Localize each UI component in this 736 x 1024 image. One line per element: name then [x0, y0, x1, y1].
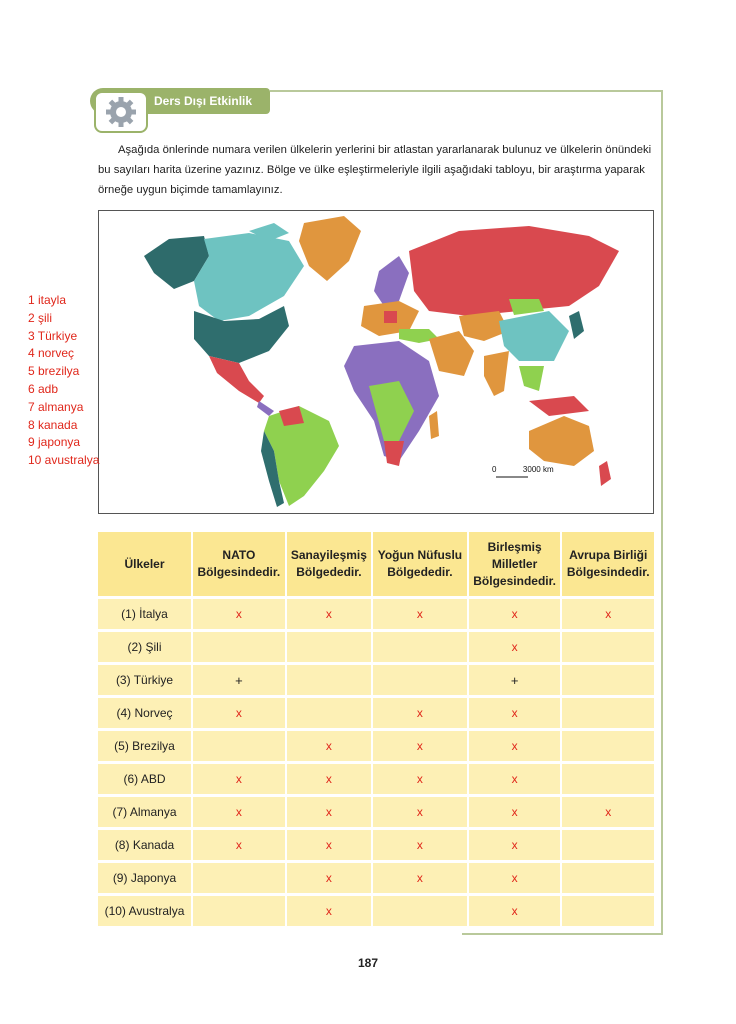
country-name: (8) Kanada: [98, 827, 193, 860]
mark-cell: [373, 893, 469, 926]
header-dense-population: Yoğun Nüfuslu Bölgededir.: [373, 532, 469, 596]
australia-shape: [529, 416, 594, 466]
mark-cell: [373, 596, 469, 629]
mark-cell: [193, 827, 287, 860]
country-name: (6) ABD: [98, 761, 193, 794]
frame-bottom-line: [462, 933, 663, 935]
x-mark: x: [416, 772, 423, 786]
activity-title: Ders Dışı Etkinlik: [154, 94, 253, 108]
note-item: 5 brezilya: [28, 364, 80, 379]
mark-cell: [193, 794, 287, 827]
mark-cell: [287, 695, 373, 728]
mark-cell: [469, 860, 563, 893]
x-mark: x: [511, 805, 518, 819]
mark-cell: [193, 695, 287, 728]
mark-cell: [373, 695, 469, 728]
mark-cell: [469, 629, 563, 662]
country-name: (2) Şili: [98, 629, 193, 662]
mark-cell: [287, 596, 373, 629]
x-mark: x: [605, 805, 612, 819]
mark-cell: [287, 728, 373, 761]
x-mark: x: [325, 871, 332, 885]
table-row: [98, 596, 654, 629]
mark-cell: [562, 794, 654, 827]
x-mark: x: [605, 607, 612, 621]
mark-cell: [469, 728, 563, 761]
x-mark: x: [416, 739, 423, 753]
mark-cell: [562, 695, 654, 728]
mark-cell: [562, 827, 654, 860]
mark-cell: [287, 629, 373, 662]
x-mark: x: [511, 706, 518, 720]
scale-start: 0: [492, 465, 497, 474]
note-item: 6 adb: [28, 381, 59, 396]
table-header-row: [98, 532, 654, 596]
mark-cell: [469, 761, 563, 794]
table-body: [98, 596, 654, 926]
mark-cell: [373, 827, 469, 860]
mark-cell: [373, 860, 469, 893]
mark-cell: [287, 761, 373, 794]
mark-cell: [287, 827, 373, 860]
central-america-shape: [257, 401, 274, 416]
country-region-table: [98, 532, 654, 926]
germany-shape: [384, 311, 397, 323]
map-scale: [492, 465, 554, 474]
table-row: [98, 860, 654, 893]
mark-cell: [469, 893, 563, 926]
mark-cell: [469, 596, 563, 629]
x-mark: x: [416, 805, 423, 819]
x-mark: x: [511, 640, 518, 654]
x-mark: x: [511, 772, 518, 786]
mark-cell: [193, 629, 287, 662]
x-mark: x: [235, 805, 242, 819]
south-africa-shape: [384, 441, 404, 466]
x-mark: x: [235, 772, 242, 786]
frame-top-line: [270, 90, 662, 92]
mark-cell: [469, 794, 563, 827]
x-mark: x: [511, 739, 518, 753]
note-item: 4 norveç: [28, 346, 75, 361]
x-mark: x: [416, 607, 423, 621]
mark-cell: [287, 893, 373, 926]
scale-end: 3000 km: [522, 465, 554, 474]
indonesia-shape: [529, 396, 589, 416]
note-item: 1 itayla: [28, 293, 67, 307]
note-item: 3 Türkiye: [28, 328, 78, 343]
table-row: [98, 695, 654, 728]
country-name: (5) Brezilya: [98, 728, 193, 761]
x-mark: x: [511, 871, 518, 885]
world-map: [98, 210, 654, 514]
x-mark: x: [325, 739, 332, 753]
mark-cell: [562, 662, 654, 695]
x-mark: x: [511, 838, 518, 852]
handwritten-notes: [28, 292, 99, 470]
mexico-shape: [209, 356, 264, 403]
x-mark: x: [325, 838, 332, 852]
new-zealand-shape: [599, 461, 611, 486]
mark-cell: [193, 860, 287, 893]
mark-cell: [373, 794, 469, 827]
mark-cell: [562, 860, 654, 893]
country-name: (9) Japonya: [98, 860, 193, 893]
greenland-shape: [299, 216, 361, 281]
x-mark: x: [325, 904, 332, 918]
table-row: [98, 728, 654, 761]
mark-cell: [193, 662, 287, 695]
mark-cell: [193, 893, 287, 926]
middle-east-shape: [429, 331, 474, 376]
japan-shape: [569, 311, 584, 339]
header-european-union: Avrupa Birliği Bölgesindedir.: [562, 532, 654, 596]
table-row: [98, 827, 654, 860]
table-row: [98, 629, 654, 662]
mark-cell: [469, 827, 563, 860]
x-mark: x: [416, 706, 423, 720]
header-nato: NATO Bölgesindedir.: [193, 532, 287, 596]
country-name: (3) Türkiye: [98, 662, 193, 695]
mark-cell: [373, 761, 469, 794]
header-countries: Ülkeler: [98, 532, 193, 596]
mark-cell: [373, 662, 469, 695]
mark-cell: [562, 629, 654, 662]
plus-mark: +: [235, 672, 243, 688]
mark-cell: [193, 596, 287, 629]
mark-cell: [469, 662, 563, 695]
southeast-asia-shape: [519, 366, 544, 391]
table-row: [98, 761, 654, 794]
x-mark: x: [416, 871, 423, 885]
frame-right-line: [661, 90, 663, 935]
mark-cell: [562, 893, 654, 926]
x-mark: x: [325, 607, 332, 621]
note-item: 9 japonya: [28, 435, 81, 450]
mark-cell: [562, 596, 654, 629]
mark-cell: [287, 662, 373, 695]
note-item: 7 almanya: [28, 399, 84, 414]
instructions-text: Aşağıda önlerinde numara verilen ülkelerin yerlerini bir atlastan yararlanarak bulunuz ve ülkelerin önündeki bu sayıları harita üzerine yazınız. Bölge ve ülke eşleştirmeleriyle ilgili aşağıdaki tabloyu, bir araştırma yaparak örneğe uygun biçimde tamamlayınız.: [98, 144, 652, 196]
x-mark: x: [235, 838, 242, 852]
x-mark: x: [325, 805, 332, 819]
gear-icon: [94, 91, 148, 133]
mark-cell: [193, 761, 287, 794]
x-mark: x: [235, 607, 242, 621]
canada-shape: [194, 233, 304, 321]
table-row: [98, 662, 654, 695]
china-shape: [499, 311, 569, 361]
plus-mark: +: [510, 672, 519, 688]
country-name: (1) İtalya: [98, 596, 193, 629]
table-row: [98, 893, 654, 926]
table-row: [98, 794, 654, 827]
mark-cell: [287, 860, 373, 893]
mark-cell: [469, 695, 563, 728]
country-name: (7) Almanya: [98, 794, 193, 827]
india-shape: [484, 351, 509, 396]
mark-cell: [373, 629, 469, 662]
x-mark: x: [511, 904, 518, 918]
mongolia-shape: [509, 299, 544, 315]
x-mark: x: [511, 607, 518, 621]
scandinavia-shape: [374, 256, 409, 306]
note-item: 10 avustralya: [28, 453, 100, 468]
x-mark: x: [325, 772, 332, 786]
mark-cell: [193, 728, 287, 761]
header-united-nations: Birleşmiş Milletler Bölgesindedir.: [469, 532, 563, 596]
x-mark: x: [416, 838, 423, 852]
note-item: 2 şili: [28, 310, 53, 325]
header-industrialized: Sanayileşmiş Bölgededir.: [287, 532, 373, 596]
note-item: 8 kanada: [28, 417, 78, 432]
country-name: (10) Avustralya: [98, 893, 193, 926]
page-number: 187: [357, 956, 379, 970]
madagascar-shape: [429, 411, 439, 439]
country-name: (4) Norveç: [98, 695, 193, 728]
mark-cell: [373, 728, 469, 761]
x-mark: x: [235, 706, 242, 720]
mark-cell: [562, 728, 654, 761]
mark-cell: [562, 761, 654, 794]
mark-cell: [287, 794, 373, 827]
